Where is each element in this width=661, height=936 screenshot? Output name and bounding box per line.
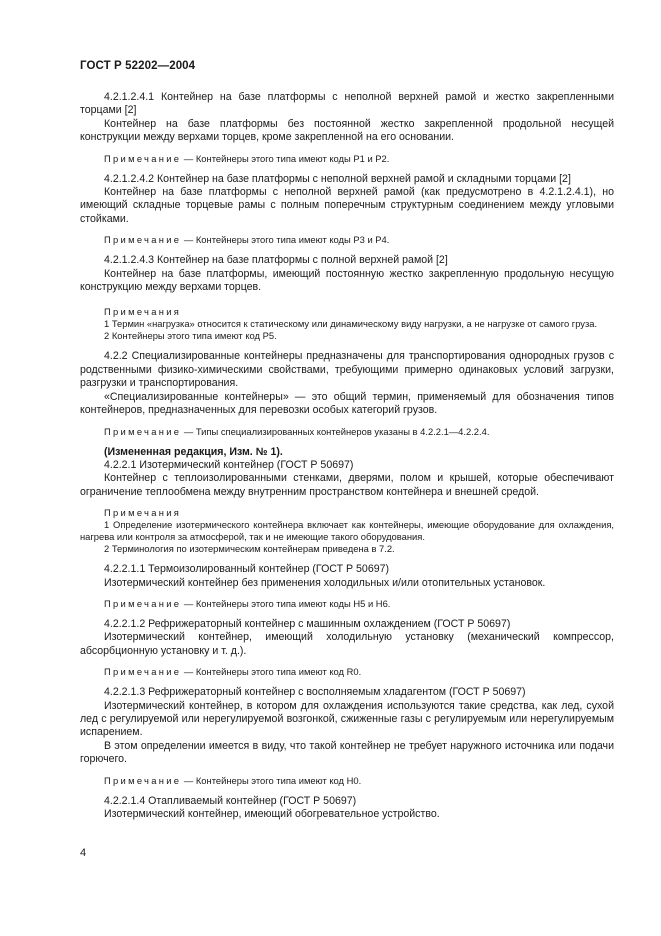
paragraph: 4.2.1.2.4.3 Контейнер на базе платформы с полной верхней рамой [2] [104,254,448,267]
note-item: 1 Определение изотермического контейнера включает как контейнеры, имеющие оборудование для охлаждения, нагрева или контроля за атмосферой, так и не имеющие такого оборудования. [80,519,614,543]
note-label: Примечание [104,666,182,678]
note [80,598,614,610]
note-item: 2 Терминология по изотермическим контейнерам приведена в 7.2. [104,543,395,555]
paragraph: Изотермический контейнер без применения холодильных и/или отопительных установок. [104,576,546,589]
paragraph: 4.2.1.2.4.2 Контейнер на базе платформы с неполной верхней рамой и складными торцами [2] [104,172,571,185]
note-text: — Контейнеры этого типа имеют код R0. [181,666,362,678]
paragraph: 4.2.2.1.3 Рефрижераторный контейнер с восполняемым хладагентом (ГОСТ Р 50697) [104,686,526,699]
paragraph: 4.2.2.1.2 Рефрижераторный контейнер с машинным охлаждением (ГОСТ Р 50697) [104,617,511,630]
paragraph: 4.2.1.2.4.1 Контейнер на базе платформы с неполной верхней рамой и жестко закрепленными торцами [2] [80,91,614,117]
note-text: — Контейнеры этого типа имеют коды P1 и P2. [181,152,390,164]
paragraph: Контейнер на базе платформы, имеющий постоянную жестко закрепленную продольную несущую конструкцию между верхами торцев. [80,267,614,294]
note [80,234,614,246]
notes-heading [80,507,614,519]
note-text: — Контейнеры этого типа имеют коды P3 и P4. [181,234,390,246]
note [80,666,614,678]
paragraph: (Измененная редакция, Изм. № 1). [104,445,283,458]
notes-heading-label: Примечания [104,507,182,519]
paragraph: Контейнер с теплоизолированными стенками, дверями, полом и крышей, которые обеспечивают ограничение теплообмена между внутренним пространством контейнера и внешней средой. [80,472,614,498]
note-label: Примечание [104,234,182,246]
note-text: — Типы специализированных контейнеров указаны в 4.2.2.1—4.2.2.4. [181,425,490,437]
page-number: 4 [80,847,87,859]
paragraph: В этом определении имеется в виду, что такой контейнер не требует наружного источника или подачи горючего. [80,739,614,766]
note-label: Примечание [104,597,182,609]
paragraph: Контейнер на базе платформы без постоянной жестко закрепленной продольной несущей конструкции между верхами торцев, кроме закрепленной на его основании. [80,117,614,144]
paragraph: Изотермический контейнер, имеющий обогревательное устройство. [104,808,440,820]
paragraph: Контейнер на базе платформы с неполной верхней рамой (как предусмотрено в 4.2.1.2.4.1), но имеющий складные торцевые рамы с полным поперечным структурным соединением между угловыми стойками. [80,186,614,225]
note-label: Примечание [104,774,182,786]
document-body [80,91,614,821]
paragraph: «Специализированные контейнеры» — это общий термин, применяемый для обозначения типов контейнеров, предназначенных для перевозки особых категорий грузов. [80,390,614,417]
note-label: Примечание [104,152,182,164]
note [80,426,614,438]
note-text: — Контейнеры этого типа имеют коды H5 и H6. [181,597,391,609]
notes-heading-label: Примечания [104,306,182,318]
note-item: 1 Термин «нагрузка» относится к статическому или динамическому виду нагрузки, а не нагрузке от самого груза. [104,318,598,330]
note [80,775,614,787]
paragraph: Изотермический контейнер, в котором для охлаждения используются такие средства, как лед, сухой лед с регулируемой или нерегулируемой возгонкой, сжиженные газы с регулируемым или нерегулируемым испарением. [80,699,614,739]
document-header: ГОСТ Р 52202—2004 [80,60,196,72]
note-text: — Контейнеры этого типа имеют код H0. [181,774,362,786]
paragraph: 4.2.2.1.1 Термоизолированный контейнер (ГОСТ Р 50697) [104,563,390,576]
note-label: Примечание [104,425,182,437]
notes-heading [80,306,614,318]
note-item: 2 Контейнеры этого типа имеют код P5. [104,330,277,342]
paragraph: 4.2.2.1 Изотермический контейнер (ГОСТ Р 50697) [104,458,354,471]
paragraph: 4.2.2 Специализированные контейнеры предназначены для транспортирования однородных грузов с родственными физико-химическими свойствами, требующими примерно одинаковых условий загрузки, разгрузки и транспортирования. [80,350,614,390]
note [80,153,614,165]
paragraph: 4.2.2.1.4 Отапливаемый контейнер (ГОСТ Р 50697) [104,794,357,807]
paragraph: Изотермический контейнер, имеющий холодильную установку (механический компрессор, абсорбционную установку и т. д.). [80,631,614,657]
